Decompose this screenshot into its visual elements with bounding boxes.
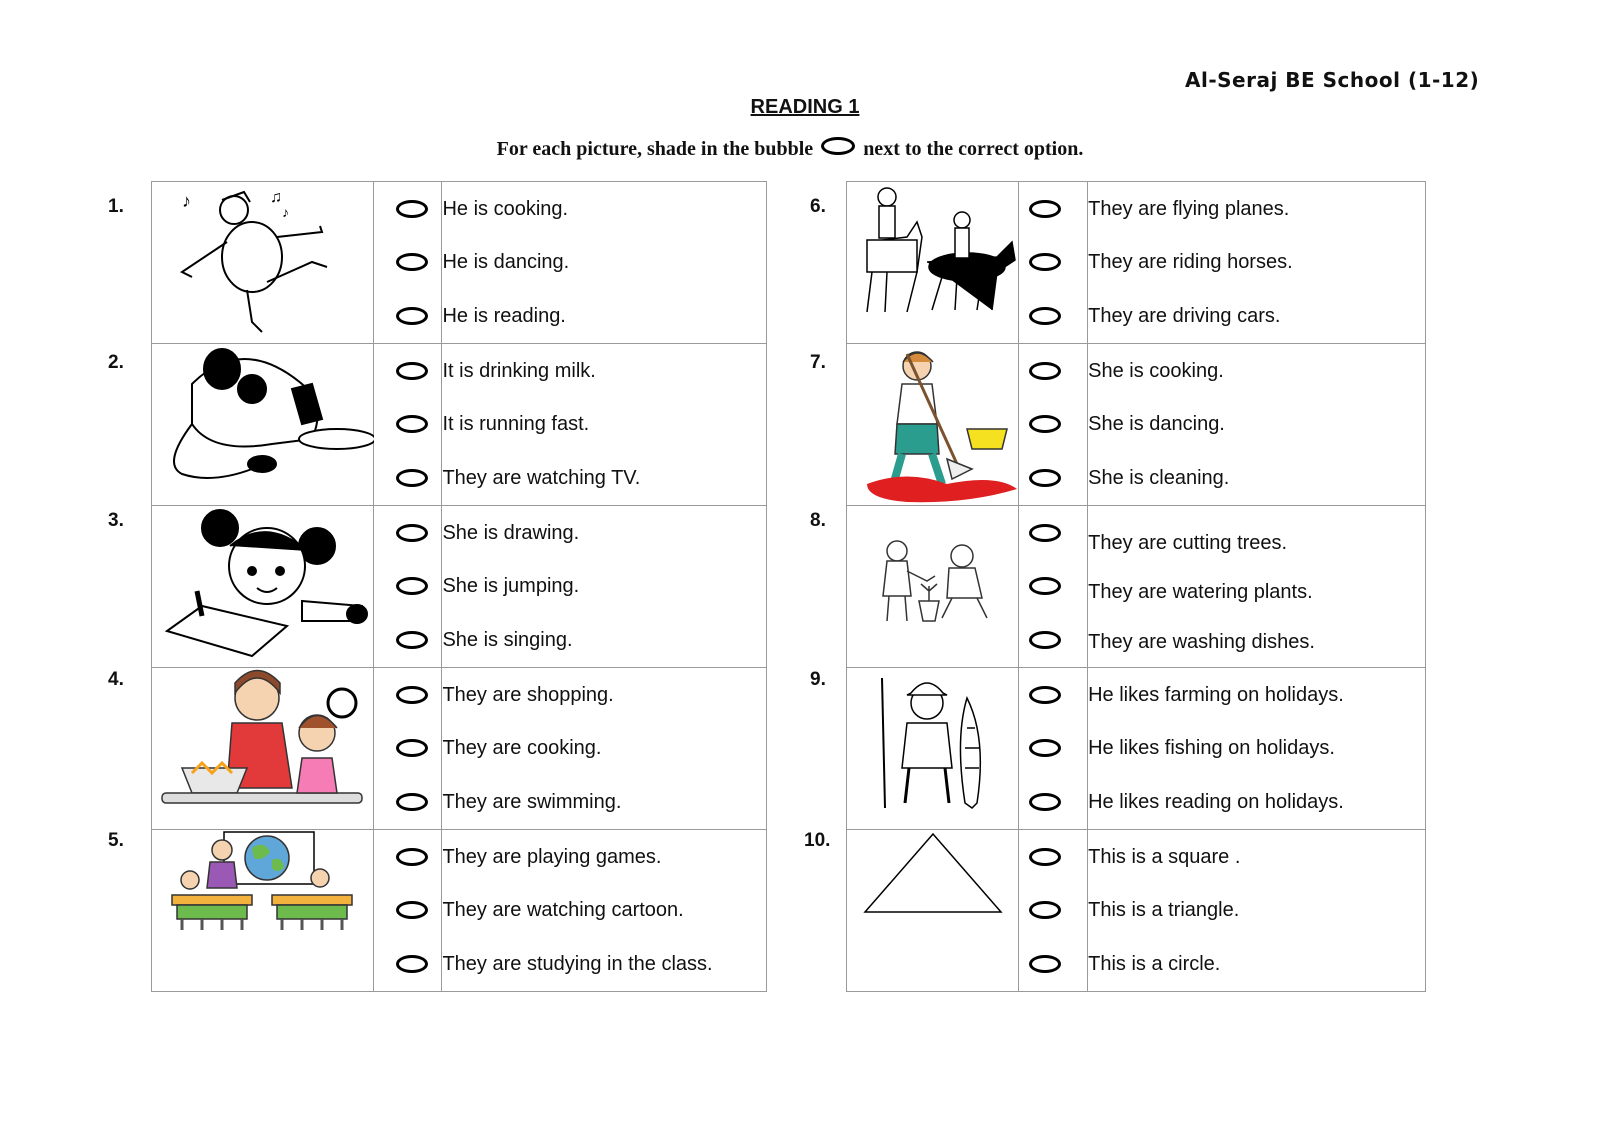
- children-watering-plant-icon: [847, 506, 1019, 667]
- option-text: He likes farming on holidays.: [1088, 683, 1344, 706]
- answer-bubble[interactable]: [396, 524, 428, 542]
- option-text: They are cooking.: [442, 737, 602, 760]
- question-row: [152, 668, 767, 830]
- question-row: [152, 506, 767, 668]
- option-text: She is cleaning.: [1088, 467, 1230, 490]
- answer-bubble[interactable]: [1029, 848, 1061, 866]
- option-text: He likes reading on holidays.: [1088, 791, 1344, 814]
- question-row: [152, 830, 767, 992]
- answer-bubble[interactable]: [396, 200, 428, 218]
- questions-table-left: [151, 181, 767, 992]
- answer-bubble[interactable]: [1029, 524, 1061, 542]
- school-name: Al-Seraj BE School (1-12): [1185, 68, 1480, 92]
- question-number: 4.: [108, 669, 124, 690]
- questions-table-right: [846, 181, 1426, 992]
- question-number: 2.: [108, 352, 124, 373]
- cat-drinking-milk-icon: [152, 344, 374, 505]
- picture-cell: [152, 344, 374, 506]
- option-text: They are shopping.: [442, 683, 614, 706]
- answer-bubble[interactable]: [1029, 901, 1061, 919]
- answer-bubble[interactable]: [396, 955, 428, 973]
- option-text: He is dancing.: [442, 251, 570, 274]
- picture-cell: [152, 668, 374, 830]
- children-in-classroom-icon: [152, 830, 374, 991]
- answer-bubble[interactable]: [396, 631, 428, 649]
- answer-bubble[interactable]: [396, 686, 428, 704]
- question-row: [847, 668, 1426, 830]
- page-title: READING 1: [750, 96, 860, 118]
- option-text: They are driving cars.: [1088, 305, 1281, 328]
- option-text: They are cutting trees.: [1088, 531, 1288, 554]
- question-number: 1.: [108, 196, 124, 217]
- answer-bubble[interactable]: [1029, 631, 1061, 649]
- triangle-icon: [847, 830, 1019, 991]
- answer-bubble[interactable]: [1029, 739, 1061, 757]
- picture-cell: [847, 344, 1019, 506]
- answer-bubble[interactable]: [396, 362, 428, 380]
- answer-bubble[interactable]: [396, 901, 428, 919]
- option-text: They are riding horses.: [1088, 251, 1293, 274]
- question-number: 3.: [108, 510, 124, 531]
- bubble-icon: [821, 137, 855, 155]
- option-text: They are playing games.: [442, 845, 662, 868]
- option-text: She is cooking.: [1088, 359, 1224, 382]
- option-text: She is jumping.: [442, 575, 580, 598]
- picture-cell: [847, 182, 1019, 344]
- question-number: 8.: [810, 510, 826, 531]
- mother-and-child-cooking-icon: [152, 668, 374, 829]
- option-text: He likes fishing on holidays.: [1088, 737, 1335, 760]
- option-text: He is reading.: [442, 305, 566, 328]
- answer-bubble[interactable]: [396, 415, 428, 433]
- option-text: It is drinking milk.: [442, 359, 596, 382]
- answer-bubble[interactable]: [1029, 362, 1061, 380]
- answer-bubble[interactable]: [396, 848, 428, 866]
- question-row: [847, 506, 1426, 668]
- answer-bubble[interactable]: [396, 253, 428, 271]
- instruction-text-after: next to the correct option.: [863, 138, 1084, 160]
- woman-mopping-floor-icon: [847, 344, 1019, 505]
- answer-bubble[interactable]: [1029, 200, 1061, 218]
- picture-cell: [847, 506, 1019, 668]
- svg-text:♪: ♪: [282, 204, 289, 220]
- picture-cell: [847, 668, 1019, 830]
- answer-bubble[interactable]: [1029, 686, 1061, 704]
- picture-cell: [152, 182, 374, 344]
- svg-text:♪: ♪: [182, 191, 191, 211]
- answer-bubble[interactable]: [1029, 307, 1061, 325]
- answer-bubble[interactable]: [396, 577, 428, 595]
- question-row: [152, 182, 767, 344]
- man-holding-fish-icon: [847, 668, 1019, 829]
- instructions: [0, 138, 1580, 161]
- question-row: [847, 830, 1426, 992]
- question-number: 7.: [810, 352, 826, 373]
- option-text: He is cooking.: [442, 197, 569, 220]
- question-row: [152, 344, 767, 506]
- answer-bubble[interactable]: [396, 739, 428, 757]
- option-text: It is running fast.: [442, 413, 590, 436]
- option-text: This is a square .: [1088, 845, 1241, 868]
- option-text: They are swimming.: [442, 791, 622, 814]
- question-row: [847, 182, 1426, 344]
- question-number: 9.: [810, 669, 826, 690]
- option-text: They are flying planes.: [1088, 197, 1290, 220]
- answer-bubble[interactable]: [1029, 253, 1061, 271]
- answer-bubble[interactable]: [1029, 793, 1061, 811]
- answer-bubble[interactable]: [1029, 955, 1061, 973]
- option-text: This is a triangle.: [1088, 899, 1240, 922]
- svg-text:♫: ♫: [270, 189, 282, 206]
- answer-bubble[interactable]: [396, 793, 428, 811]
- girl-drawing-icon: [152, 506, 374, 667]
- option-text: They are watching cartoon.: [442, 899, 684, 922]
- question-row: [847, 344, 1426, 506]
- answer-bubble[interactable]: [396, 307, 428, 325]
- option-text: She is singing.: [442, 629, 573, 652]
- option-text: They are washing dishes.: [1088, 631, 1315, 654]
- question-number: 10.: [804, 830, 831, 851]
- option-text: They are studying in the class.: [442, 953, 713, 976]
- answer-bubble[interactable]: [396, 469, 428, 487]
- answer-bubble[interactable]: [1029, 469, 1061, 487]
- option-text: She is dancing.: [1088, 413, 1225, 436]
- instruction-text-before: For each picture, shade in the bubble: [496, 138, 814, 160]
- man-dancing-icon: [152, 182, 374, 343]
- people-riding-horses-icon: [847, 182, 1019, 343]
- picture-cell: [847, 830, 1019, 992]
- picture-cell: [152, 830, 374, 992]
- option-text: She is drawing.: [442, 521, 580, 544]
- answer-bubble[interactable]: [1029, 577, 1061, 595]
- option-text: They are watering plants.: [1088, 581, 1313, 604]
- question-number: 5.: [108, 830, 124, 851]
- option-text: This is a circle.: [1088, 953, 1221, 976]
- answer-bubble[interactable]: [1029, 415, 1061, 433]
- option-text: They are watching TV.: [442, 467, 641, 490]
- picture-cell: [152, 506, 374, 668]
- question-number: 6.: [810, 196, 826, 217]
